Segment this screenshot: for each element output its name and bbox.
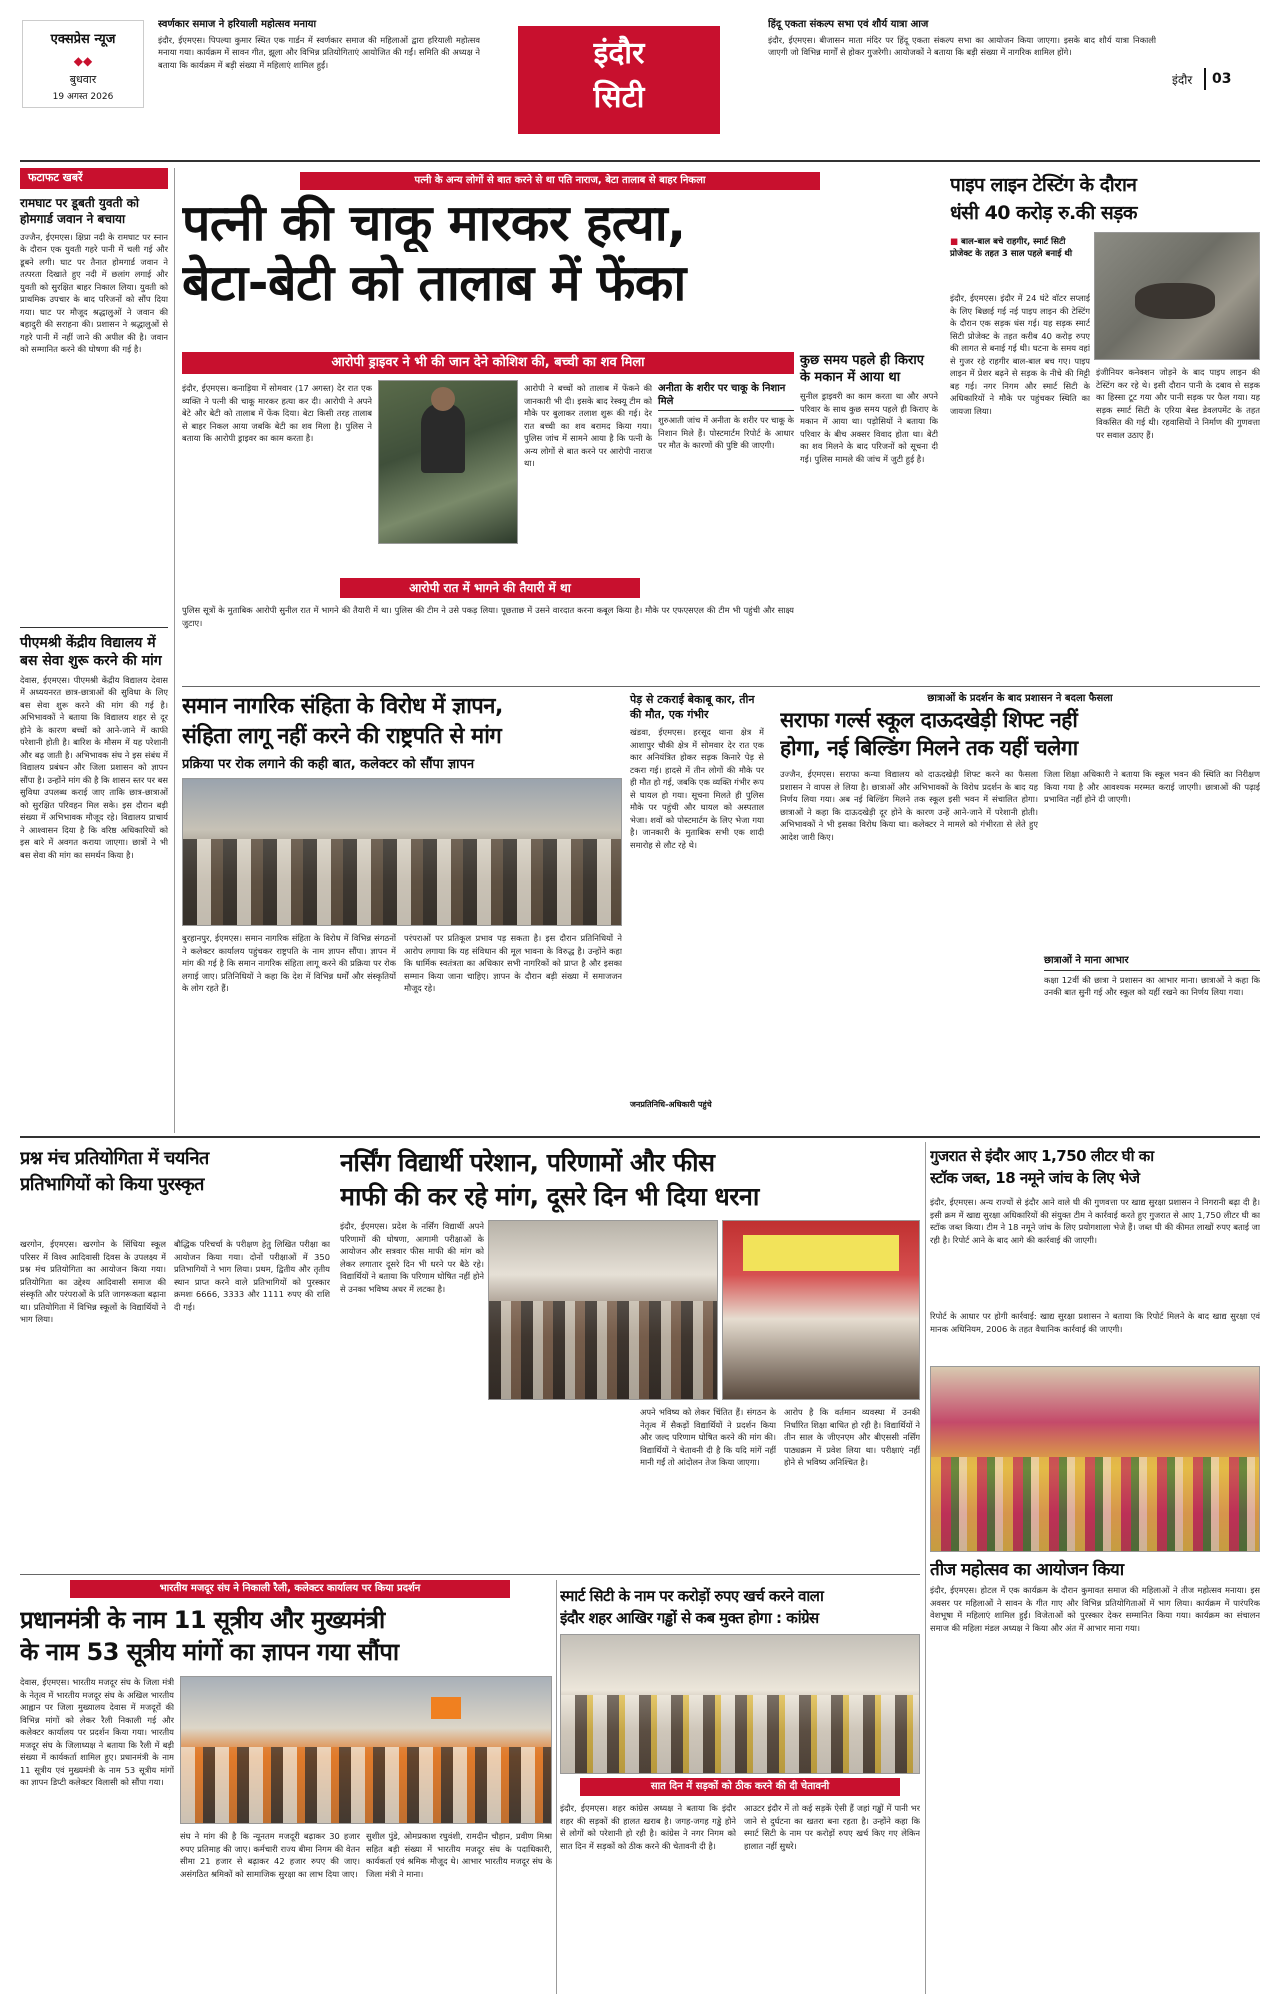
pipeline-text2: इंजीनियर कनेक्शन जोड़ने के बाद पाइप लाइन की टेस्टिंग कर रहे थे। इसी दौरान पानी के दबाव से सड़क का हिस्सा टूट गया और पानी सड़क पर फैल गया। यह सड़क स्मार्ट सिटी के एरिया बेस्ड डेवलपमेंट के तहत विकसित की गई थी। रहवासियों ने निर्माण की गुणवत्ता पर सवाल उठाए हैं।: [1096, 367, 1260, 440]
masthead-rule: [20, 160, 1260, 162]
fatafat-divider: [20, 627, 168, 628]
prashna-headline-2: प्रतिभागियों को किया पुरस्कृत: [20, 1174, 204, 1195]
sarafa-headline-2: होगा, नई बिल्डिंग मिलने तक यहीं चलेगा: [780, 736, 1078, 760]
lead-headline-2: बेटा-बेटी को तालाब में फेंका: [182, 254, 686, 312]
ucc-col2: परंपराओं पर प्रतिकूल प्रभाव पड़ सकता है। इस दौरान प्रतिनिधियों ने आरोप लगाया कि यह संविधान की मूल भावना के विरुद्ध है। उन्होंने कहा कि धार्मिक स्वतंत्रता का अधिकार सभी नागरिकों को प्राप्त है और इसका सम्मान किया जाना चाहिए। ज्ञापन के दौरान बड़ी संख्या में समाजजन मौजूद रहे।: [404, 933, 622, 993]
sarafa-side-text: जिला शिक्षा अधिकारी ने बताया कि स्कूल भवन की स्थिति का निरीक्षण किया गया है और आवश्यक मरम्मत कराई जाएगी। छात्राओं की पढ़ाई प्रभावित नहीं होने दी जाएगी।: [1044, 769, 1260, 804]
mid-rule-1: [182, 686, 1260, 687]
sarafa-mini: [1044, 954, 1260, 1094]
mid-rule-2: [20, 1136, 1260, 1138]
issue-day: बुधवार: [69, 72, 97, 86]
nursing-col3: आरोप है कि वर्तमान व्यवस्था में उनकी निर्धारित शिक्षा बाधित हो रही है। विद्यार्थियों ने तीन साल के जीएनएम और बीएससी नर्सिंग पाठ्यक्रम में प्रवेश लिया था। परीक्षाएं नहीं होने से भविष्य अनिश्चित है।: [784, 1407, 920, 1467]
vertical-rule-right: [925, 1142, 926, 1994]
lead-photo-head: [431, 387, 455, 411]
issue-date: 19 अगस्त 2026: [52, 91, 114, 102]
smartcity-headline-1: स्मार्ट सिटी के नाम पर करोड़ों रुपए खर्च करने वाला: [560, 1587, 824, 1605]
nursing-photo-right: [722, 1220, 920, 1400]
section-title-box: [518, 26, 720, 134]
lead-kicker: पत्नी के अन्य लोगों से बात करने से था पति नाराज, बेटा तालाब से बाहर निकला: [300, 172, 820, 190]
fatafat-column: [20, 168, 168, 1133]
lead-photo: [378, 380, 518, 544]
pipeline-photo: [1094, 232, 1260, 360]
ucc-subhead: प्रक्रिया पर रोक लगाने की कही बात, कलेक्टर को सौंपा ज्ञापन: [182, 757, 475, 772]
top-left-title: स्वर्णकार समाज ने हरियाली महोत्सव मनाया: [158, 19, 317, 30]
top-left-text: इंदौर, ईएमएस। पिपल्या कुमार स्थित एक गार्डन में स्वर्णकार समाज की महिलाओं द्वारा हरियाली महोत्सव मनाया गया। कार्यक्रम में सावन गीत, झूला और विभिन्न प्रतियोगिताएं आयोजित की गईं। समिति की अध्यक्ष ने बताया कि कार्यक्रम में बड़ी संख्या में महिलाएं शामिल हुईं।: [158, 34, 480, 70]
teej-title: तीज महोत्सव का आयोजन किया: [930, 1560, 1124, 1580]
top-left-story: [158, 18, 480, 114]
masthead: [0, 0, 1279, 158]
pipeline-photo-pit: [1135, 283, 1215, 319]
bms-headline-1: प्रधानमंत्री के नाम 11 सूत्रीय और मुख्यमंत्री: [20, 1606, 385, 1634]
ghee-headline-2: स्टॉक जब्त, 18 नमूने जांच के लिए भेजे: [930, 1169, 1140, 1187]
khandwa-credit: जनप्रतिनिधि-अधिकारी पहुंचे: [630, 1100, 712, 1109]
teej-photo-crowd: [931, 1457, 1260, 1552]
ucc-col1: बुरहानपुर, ईएमएस। समान नागरिक संहिता के विरोध में विभिन्न संगठनों ने कलेक्टर कार्यालय पहुंचकर राष्ट्रपति के नाम ज्ञापन सौंपा। ज्ञापन में मांग की गई है कि समान नागरिक संहिता लागू करने की प्रक्रिया पर रोक लगाई जाए। प्रतिनिधियों ने कहा कि देश में विभिन्न धर्मों और संस्कृतियों के लोग रहते हैं।: [182, 933, 396, 993]
pipeline-headline-2: धंसी 40 करोड़ रु.की सड़क: [950, 202, 1137, 224]
bms-col3: सुशील पुंडे, ओमप्रकाश रघुवंशी, रामदीन चौहान, प्रवीण मिश्रा सहित बड़ी संख्या में भारतीय मजदूर संघ के पदाधिकारी, कार्यकर्ता एवं श्रमिक मौजूद थे। आभार भारतीय मजदूर संघ के जिला मंत्री ने माना।: [366, 1831, 552, 1879]
smartcity-photo: [560, 1634, 920, 1774]
lead-col3-head: अनीता के शरीर पर चाकू के निशान मिले: [658, 382, 794, 411]
khandwa-story: [630, 692, 764, 1128]
smartcity-banner: सात दिन में सड़कों को ठीक करने की दी चेतावनी: [580, 1778, 900, 1796]
nursing-headline-2: माफी की कर रहे मांग, दूसरे दिन भी दिया धरना: [340, 1182, 759, 1211]
bms-headline-2: के नाम 53 सूत्रीय मांगों का ज्ञापन गया सौंपा: [20, 1638, 399, 1666]
ucc-headline-2: संहिता लागू नहीं करने की राष्ट्रपति से मांग: [182, 724, 502, 749]
sarafa-headline-1: सराफा गर्ल्स स्कूल दाऊदखेड़ी शिफ्ट नहीं: [780, 708, 1078, 732]
sarafa-mini-head: छात्राओं ने माना आभार: [1044, 954, 1260, 971]
lead-side: [800, 352, 938, 682]
ghee-text2: रिपोर्ट के आधार पर होगी कार्रवाई: खाद्य सुरक्षा प्रशासन ने बताया कि रिपोर्ट मिलने के बाद खाद्य सुरक्षा एवं मानक अधिनियम, 2006 के तहत वैधानिक कार्रवाई की जाएगी।: [930, 1311, 1260, 1334]
prashna-col2: बौद्धिक परिचर्चा के परीक्षण हेतु लिखित परीक्षा का आयोजन किया गया। दोनों परीक्षाओं में 350 प्रतिभागियों ने भाग लिया। प्रथम, द्वितीय और तृतीय स्थान प्राप्त करने वाले प्रतिभागियों को पुरस्कार क्रमशः 6666, 3333 और 1111 रुपए की राशि दी गई।: [174, 1239, 330, 1312]
lead-sub-banner: आरोपी रात में भागने की तैयारी में था: [340, 578, 640, 598]
bms-col1: देवास, ईएमएस। भारतीय मजदूर संघ के जिला मंत्री के नेतृत्व में भारतीय मजदूर संघ के अखिल भारतीय आह्वान पर जिला मुख्यालय देवास में मजदूरों की विभिन्न मांगों को लेकर रैली निकाली गई और कलेक्टर कार्यालय पर प्रदर्शन किया गया। भारतीय मजदूर संघ के जिलाध्यक्ष ने बताया कि रैली में बड़ी संख्या में कार्यकर्ता शामिल हुए। प्रधानमंत्री के नाम 11 सूत्रीय एवं मुख्यमंत्री के नाम 53 सूत्रीय मांगों का ज्ञापन डिप्टी कलेक्टर विलासी को सौंपा गया।: [20, 1677, 174, 1787]
lead-side-text: सुनील ड्राइवरी का काम करता था और अपने परिवार के साथ कुछ समय पहले ही किराए के मकान में आया था। पड़ोसियों ने बताया कि परिवार के बीच अक्सर विवाद होता था। बेटी का शव मिलने के बाद परिजनों को सूचना दी गई। पुलिस मामले की जांच में जुटी हुई है।: [800, 391, 938, 464]
smartcity-photo-crowd: [561, 1695, 920, 1774]
left-col-rule: [174, 168, 175, 1133]
nursing-photo-left: [488, 1220, 718, 1400]
section-subtitle: सिटी: [593, 80, 645, 115]
teej-text: इंदौर, ईएमएस। होटल में एक कार्यक्रम के दौरान कुमावत समाज की महिलाओं ने तीज महोत्सव मनाया। इस अवसर पर महिलाओं ने सावन के गीत गाए और विभिन्न प्रतियोगिताओं में भाग लिया। कार्यक्रम में पारंपरिक वेशभूषा में महिलाएं शामिल हुईं। विजेताओं को पुरस्कार देकर सम्मानित किया गया। कार्यक्रम का संचालन समाज की महिला मंडल अध्यक्ष ने किया और अंत में आभार माना गया।: [930, 1585, 1260, 1633]
brand-box: [22, 20, 144, 108]
pipeline-headline-1: पाइप लाइन टेस्टिंग के दौरान: [950, 174, 1137, 196]
lead-col2: आरोपी ने बच्चों को तालाब में फेंकने की जानकारी भी दी। इसके बाद रेस्क्यू टीम को मौके पर बुलाकर तलाश शुरू की गई। देर रात बच्ची का शव बरामद किया गया। पुलिस जांच में सामने आया है कि पत्नी के अन्य लोगों से बात करने पर आरोपी नाराज था।: [524, 383, 652, 468]
page-city: इंदौर: [1172, 73, 1193, 87]
nursing-photo-banner: [743, 1235, 899, 1271]
nursing-photo-crowd: [489, 1301, 718, 1400]
brand-diamond-icon: ◆◆: [73, 53, 93, 68]
lead-headline-1: पत्नी की चाकू मारकर हत्या,: [182, 194, 686, 252]
bms-banner: भारतीय मजदूर संघ ने निकाली रैली, कलेक्टर कार्यालय पर किया प्रदर्शन: [70, 1580, 510, 1598]
sarafa-text: उज्जैन, ईएमएस। सराफा कन्या विद्यालय को दाऊदखेड़ी शिफ्ट करने का फैसला प्रशासन ने वापस ले लिया है। छात्राओं और अभिभावकों के विरोध प्रदर्शन के बाद यह निर्णय लिया गया। अब नई बिल्डिंग मिलने तक स्कूल इसी भवन में संचालित होगा। छात्राओं ने कहा कि दाऊदखेड़ी दूर होने के कारण उन्हें आने-जाने में परेशानी होती। अभिभावकों ने भी इसका विरोध किया था। कलेक्टर ने मामले को गंभीरता से लेते हुए आदेश जारी किए।: [780, 769, 1038, 842]
top-right-text: इंदौर, ईएमएस। बीजासन माता मंदिर पर हिंदू एकता संकल्प सभा का आयोजन किया जाएगा। इसके बाद शौर्य यात्रा निकाली जाएगी जो विभिन्न मार्गों से होकर गुजरेगी। आयोजकों ने बताया कि बड़ी संख्या में नागरिक शामिल होंगे।: [768, 34, 1156, 57]
lead-bottom-text: पुलिस सूत्रों के मुताबिक आरोपी सुनील रात में भागने की तैयारी में था। पुलिस की टीम ने उसे पकड़ लिया। पूछताछ में उसने वारदात करना कबूल किया है। मौके पर एफएसएल की टीम भी पहुंची और साक्ष्य जुटाए।: [182, 605, 794, 628]
ghee-text: इंदौर, ईएमएस। अन्य राज्यों से इंदौर आने वाले घी की गुणवत्ता पर खाद्य सुरक्षा प्रशासन ने निगरानी बढ़ा दी है। इसी क्रम में खाद्य सुरक्षा अधिकारियों की संयुक्त टीम ने कार्रवाई करते हुए गुजरात से आए 1,750 लीटर घी का स्टॉक जब्त किया। टीम ने 18 नमूने जांच के लिए प्रयोगशाला भेजे हैं। जब्त घी की कीमत लाखों रुपए बताई जा रही है। रिपोर्ट आने के बाद आगे की कार्रवाई की जाएगी।: [930, 1197, 1260, 1245]
school-text: देवास, ईएमएस। पीएमश्री केंद्रीय विद्यालय देवास में अध्ययनरत छात्र-छात्राओं की सुविधा के लिए बस सेवा शुरू करने की मांग की गई है। अभिभावकों ने बताया कि विद्यालय शहर से दूर होने के कारण बच्चों को आने-जाने में काफी परेशानी होती है। बारिश के मौसम में यह परेशानी और बढ़ जाती है। अभिभावक संघ ने इस संबंध में विद्यालय प्रबंधन और जिला प्रशासन को ज्ञापन सौंपा है। उन्होंने मांग की है कि शासन स्तर पर बस सुविधा उपलब्ध कराई जाए ताकि छात्र-छात्राओं को सुरक्षित परिवहन मिल सके। इस दौरान बड़ी संख्या में अभिभावक मौजूद रहे। विद्यालय प्राचार्य ने आश्वासन दिया है कि वरिष्ठ अधिकारियों को इस बारे में अवगत कराया जाएगा। छात्रों ने भी बस सेवा की मांग का समर्थन किया है।: [20, 674, 168, 860]
sarafa-kicker: छात्राओं के प्रदर्शन के बाद प्रशासन ने बदला फैसला: [927, 693, 1113, 704]
smartcity-col2: आउटर इंदौर में तो कई सड़कें ऐसी हैं जहां गड्ढों में पानी भर जाने से दुर्घटना का खतरा बना रहता है। उन्होंने कहा कि स्मार्ट सिटी के नाम पर करोड़ों रुपए खर्च किए गए लेकिन हालात नहीं सुधरे।: [744, 1803, 920, 1851]
lead-photo-figure: [421, 403, 465, 473]
pipeline-bullet: [950, 236, 1090, 286]
lead-col1: इंदौर, ईएमएस। कनाड़िया में सोमवार (17 अगस्त) देर रात एक व्यक्ति ने पत्नी की चाकू मारकर हत्या कर दी। आरोपी ने अपने बेटे और बेटी को तालाब में फेंक दिया। बेटा किसी तरह तालाब से बाहर निकल आया जबकि बेटी का शव मिला है। पुलिस ने बताया कि आरोपी ड्राइवर का काम करता है।: [182, 383, 372, 443]
page-number: 03: [1212, 71, 1232, 87]
nursing-headline-1: नर्सिंग विद्यार्थी परेशान, परिणामों और फीस: [340, 1148, 715, 1177]
ucc-photo: [182, 778, 622, 926]
ucc-photo-crowd: [183, 839, 622, 926]
ucc-headline-1: समान नागरिक संहिता के विरोध में ज्ञापन,: [182, 694, 503, 719]
pipeline-bullet-text: बाल-बाल बचे राहगीर, स्मार्ट सिटी प्रोजेक्ट के तहत 3 साल पहले बनाई थी: [950, 237, 1073, 259]
vertical-rule-mid: [556, 1580, 557, 1994]
bms-photo: [180, 1676, 552, 1824]
lead-col3: [658, 382, 794, 544]
teej-photo: [930, 1366, 1260, 1552]
bms-photo-crowd: [181, 1747, 552, 1824]
lead-subhead: आरोपी ड्राइवर ने भी की जान देने कोशिश की, बच्ची का शव मिला: [182, 352, 794, 374]
khandwa-kicker: पेड़ से टकराई बेकाबू कार, तीन की मौत, एक गंभीर: [630, 693, 755, 721]
sarafa-mini-text: कक्षा 12वीं की छात्रा ने प्रशासन का आभार माना। छात्राओं ने कहा कि उनकी बात सुनी गई और स्कूल को यहीं रखने का निर्णय लिया गया।: [1044, 974, 1260, 997]
nursing-col2: अपने भविष्य को लेकर चिंतित हैं। संगठन के नेतृत्व में सैकड़ों विद्यार्थियों ने प्रदर्शन किया और जल्द परिणाम घोषित करने की मांग की। विद्यार्थियों ने चेतावनी दी है कि यदि मांगें नहीं मानी गईं तो आंदोलन तेज किया जाएगा।: [640, 1407, 776, 1467]
lead-side-head: कुछ समय पहले ही किराए के मकान में आया था: [800, 353, 924, 385]
page-divider: [1204, 68, 1206, 90]
school-headline: पीएमश्री केंद्रीय विद्यालय में बस सेवा शुरू करने की मांग: [20, 634, 162, 669]
smartcity-col1: इंदौर, ईएमएस। शहर कांग्रेस अध्यक्ष ने बताया कि इंदौर शहर की सड़कों की हालत खराब है। जगह-जगह गड्ढे होने से लोगों को परेशानी हो रही है। कांग्रेस ने नगर निगम को सात दिन में सड़कों को ठीक करने की चेतावनी दी है।: [560, 1803, 736, 1851]
prashna-headline-1: प्रश्न मंच प्रतियोगिता में चयनित: [20, 1148, 209, 1169]
bms-photo-flag: [431, 1697, 461, 1719]
top-right-title: हिंदू एकता संकल्प सभा एवं शौर्य यात्रा आज: [768, 19, 929, 30]
khandwa-text: खंडवा, ईएमएस। हरसूद थाना क्षेत्र में आशापुर चौकी क्षेत्र में सोमवार देर रात एक कार अनियंत्रित होकर सड़क किनारे पेड़ से टकरा गई। हादसे में तीन लोगों की मौके पर ही मौत हो गई, जबकि एक व्यक्ति गंभीर रूप से घायल हो गया। सूचना मिलते ही पुलिस मौके पर पहुंची और घायल को अस्पताल भेजा। शवों को पोस्टमार्टम के लिए भेजा गया है। जानकारी के मुताबिक सभी एक शादी समारोह से लौट रहे थे।: [630, 727, 764, 850]
mid-rule-3: [20, 1574, 920, 1575]
section-title: इंदौर: [593, 36, 645, 71]
top-right-story: [768, 18, 1156, 114]
fatafat-text: उज्जैन, ईएमएस। क्षिप्रा नदी के रामघाट पर स्नान के दौरान एक युवती गहरे पानी में चली गई और डूबने लगी। घाट पर तैनात होमगार्ड जवान ने तत्परता दिखाते हुए नदी में छलांग लगाई और युवती को सुरक्षित बाहर निकाल लिया। युवती को प्राथमिक उपचार के बाद परिजनों को सौंप दिया गया। घाट पर मौजूद श्रद्धालुओं ने जवान की बहादुरी की सराहना की। प्रशासन ने श्रद्धालुओं से गहरे पानी में नहीं जाने की अपील की है। जवान को सम्मानित करने की घोषणा की गई है।: [20, 231, 168, 355]
ghee-headline-1: गुजरात से इंदौर आए 1,750 लीटर घी का: [930, 1147, 1154, 1165]
brand-name: एक्सप्रेस न्यूज: [50, 32, 116, 47]
smartcity-headline-2: इंदौर शहर आखिर गड्ढों से कब मुक्त होगा : कांग्रेस: [560, 1609, 819, 1627]
nursing-col1: इंदौर, ईएमएस। प्रदेश के नर्सिंग विद्यार्थी अपने परिणामों की घोषणा, आगामी परीक्षाओं के आयोजन और सत्रवार फीस माफी की मांग को लेकर लगातार दूसरे दिन भी धरने पर बैठे रहे। विद्यार्थियों ने बताया कि परिणाम घोषित नहीं होने से उनका भविष्य अधर में लटका है।: [340, 1221, 484, 1294]
bms-col2: संघ ने मांग की है कि न्यूनतम मजदूरी बढ़ाकर 30 हजार रुपए प्रतिमाह की जाए। कर्मचारी राज्य बीमा निगम की वेतन सीमा 21 हजार से बढ़ाकर 42 हजार रुपए की जाए। असंगठित श्रमिकों को सामाजिक सुरक्षा का लाभ दिया जाए।: [180, 1831, 360, 1879]
prashna-col1: खरगोन, ईएमएस। खरगोन के सिंधिया स्कूल परिसर में विश्व आदिवासी दिवस के उपलक्ष्य में प्रश्न मंच प्रतियोगिता का आयोजन किया गया। प्रतियोगिता का उद्देश्य आदिवासी समाज की संस्कृति और परंपराओं के प्रति जागरूकता बढ़ाना था। प्रतियोगिता में विभिन्न स्कूलों के विद्यार्थियों ने भाग लिया।: [20, 1239, 166, 1324]
fatafat-label: फटाफट खबरें: [20, 168, 168, 189]
fatafat-headline: रामघाट पर डूबती युवती को होमगार्ड जवान ने बचाया: [20, 195, 139, 226]
lead-col3-text: शुरुआती जांच में अनीता के शरीर पर चाकू के निशान मिले हैं। पोस्टमार्टम रिपोर्ट के आधार पर मौत के कारणों की पुष्टि की जाएगी।: [658, 415, 794, 450]
pipeline-text: इंदौर, ईएमएस। इंदौर में 24 घंटे वॉटर सप्लाई के लिए बिछाई गई नई पाइप लाइन की टेस्टिंग के दौरान एक सड़क धंस गई। यह सड़क स्मार्ट सिटी प्रोजेक्ट के तहत करीब 40 करोड़ रुपए की लागत से बनाई गई थी। घटना के समय वहां से गुजर रहे राहगीर बाल-बाल बच गए। पाइप लाइन में प्रेशर बढ़ने से सड़क के नीचे की मिट्टी बह गई। नगर निगम और स्मार्ट सिटी के अधिकारियों ने मौके पर पहुंचकर स्थिति का जायजा लिया।: [950, 293, 1090, 416]
bullet-icon: ■: [950, 237, 961, 247]
